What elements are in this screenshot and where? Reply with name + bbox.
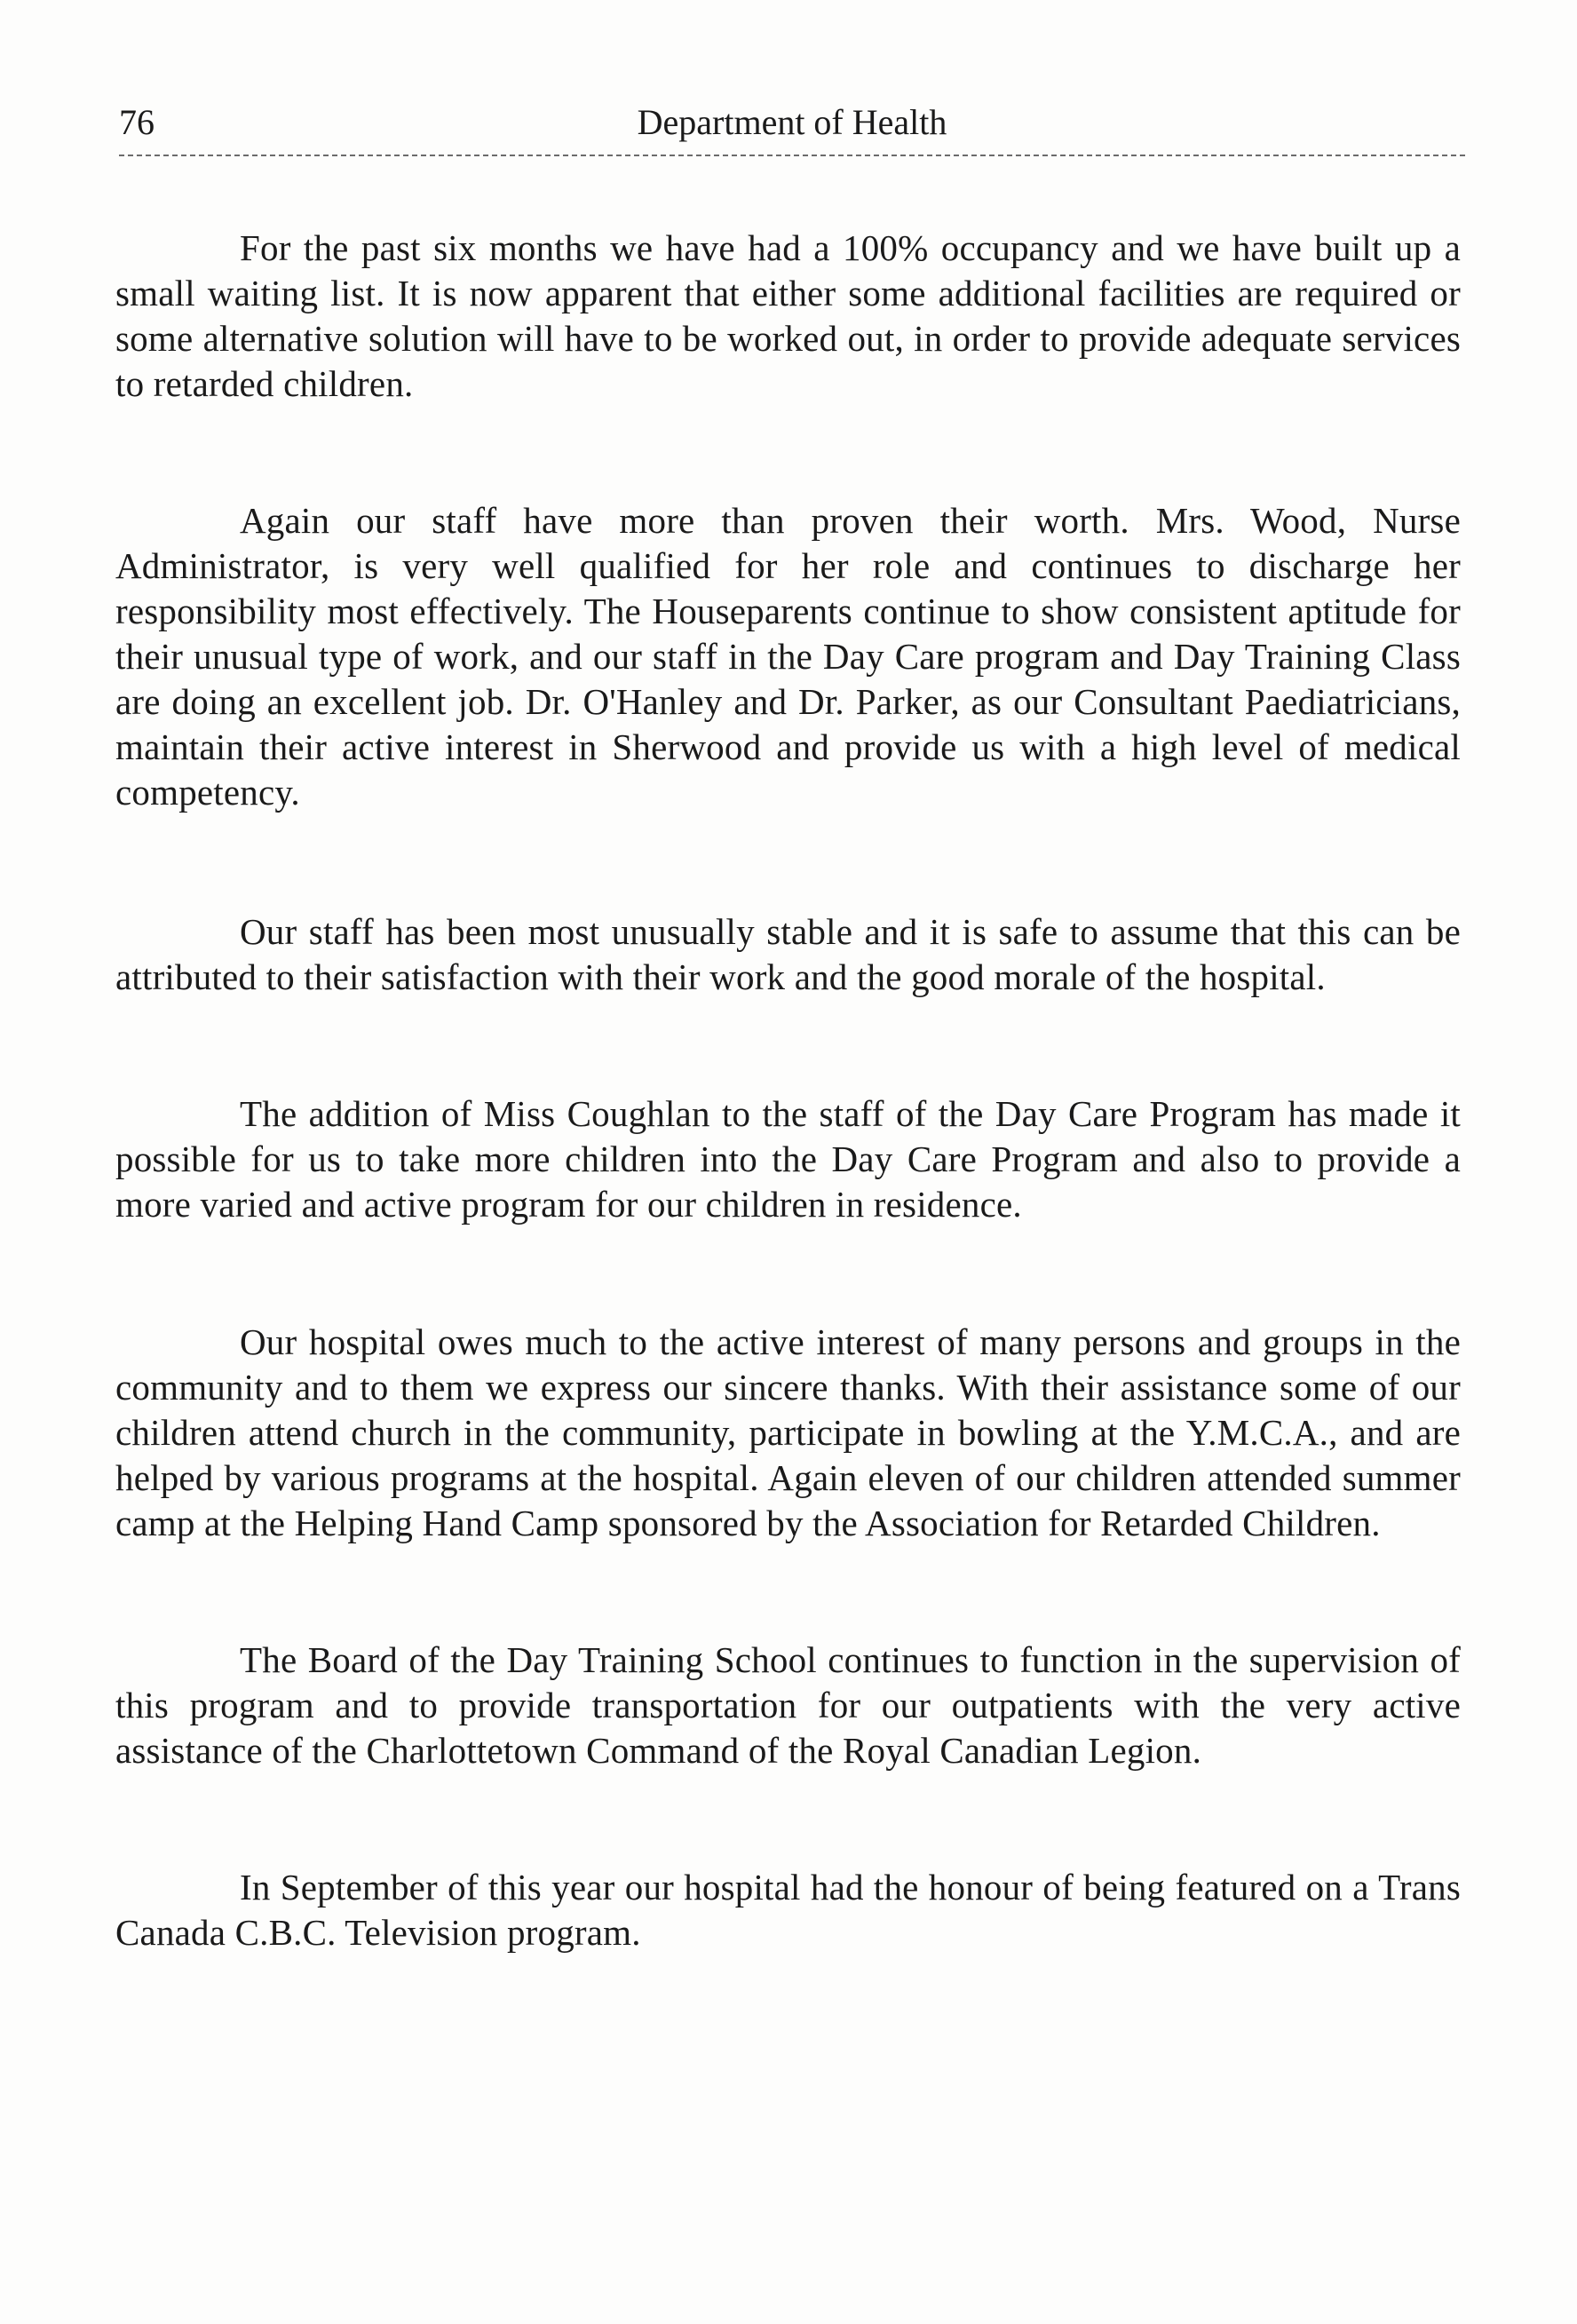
page-number: 76 — [119, 102, 155, 142]
paragraph: Our staff has been most unusually stable and it is safe to assume that this can be attributed to their satisfaction with their work and the good morale of the hospital. — [115, 911, 1461, 997]
paragraph: The Board of the Day Training School continues to function in the supervision of this program and to provide transportation for our outpatients with the very active assistance of the Charlottetown Command of the Royal Canadian Legion. — [115, 1639, 1461, 1771]
paragraph: In September of this year our hospital had the honour of being featured on a Trans Canada C.B.C. Television program. — [115, 1867, 1461, 1953]
header-divider — [119, 155, 1465, 156]
paragraph: The addition of Miss Coughlan to the staff of the Day Care Program has made it possible for us to take more children into the Day Care Program and also to provide a more varied and active program for our children in residence. — [115, 1093, 1461, 1225]
paragraph: Our hospital owes much to the active interest of many persons and groups in the community and to them we express our sincere thanks. With their assistance some of our children attend church in the community, participate in bowling at the Y.M.C.A., and are helped by various programs at the hospital. Again eleven of our children attended summer camp at the Helping Hand Camp sponsored by the Association for Retarded Children. — [115, 1321, 1461, 1543]
page-header — [119, 98, 1465, 147]
body-text — [115, 226, 1461, 1955]
running-title: Department of Health — [637, 102, 947, 142]
paragraph: Again our staff have more than proven their worth. Mrs. Wood, Nurse Administrator, is very well qualified for her role and continues to discharge her responsibility most effectively. The Houseparents continue to show consistent aptitude for their unusual type of work, and our staff in the Day Care program and Day Training Class are doing an excellent job. Dr. O'Hanley and Dr. Parker, as our Consultant Paediatricians, maintain their active interest in Sherwood and provide us with a high level of medical competency. — [115, 500, 1461, 813]
paragraph: For the past six months we have had a 100% occupancy and we have built up a small waiting list. It is now apparent that either some additional facilities are required or some alternative solution will have to be worked out, in order to provide adequate services to retarded children. — [115, 227, 1461, 404]
